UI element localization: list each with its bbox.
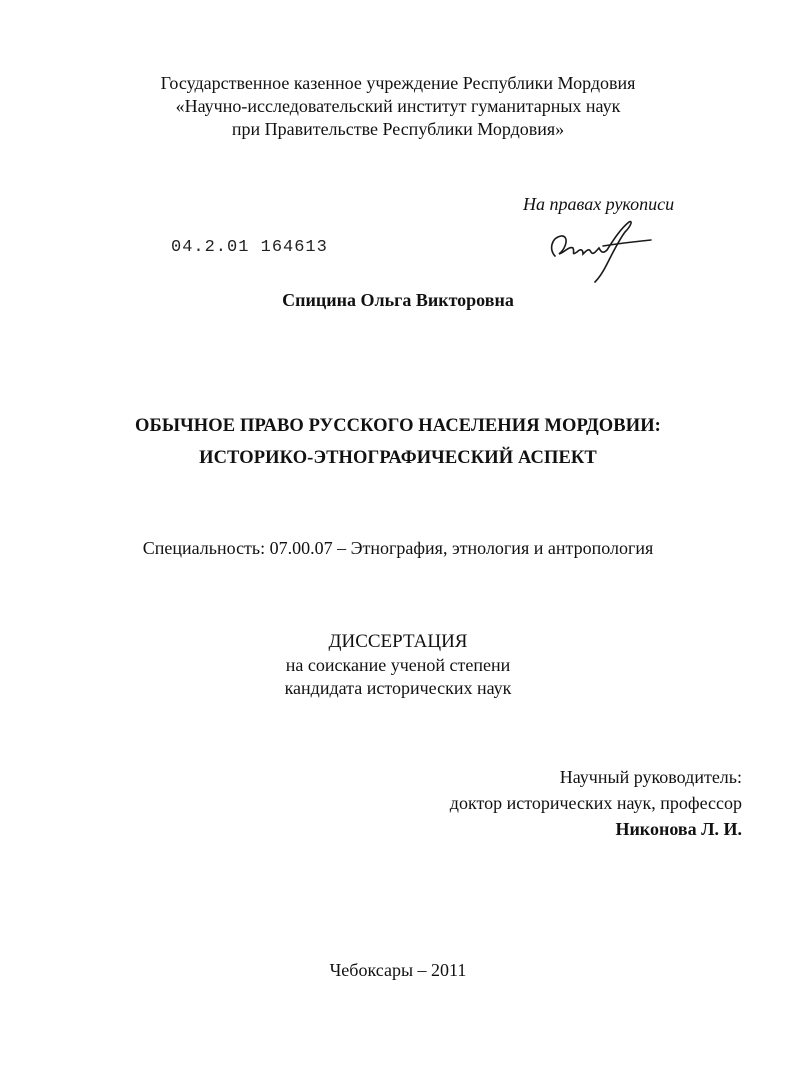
institution-line-3: при Правительстве Республики Мордовия» (231, 119, 565, 139)
author-signature (545, 212, 655, 284)
supervisor-degree: доктор исторических наук, профессор (449, 793, 742, 813)
dissertation-heading: ДИССЕРТАЦИЯ (328, 631, 468, 652)
registration-stamp-number: 04.2.01 164613 (171, 238, 328, 257)
dissertation-block (0, 630, 796, 700)
author-name: Спицина Ольга Викторовна (282, 290, 514, 310)
institution-line-1: Государственное казенное учреждение Республики Мордовия (160, 73, 636, 93)
title-line-2: ИСТОРИКО-ЭТНОГРАФИЧЕСКИЙ АСПЕКТ (199, 448, 597, 468)
city-year-footer: Чебоксары – 2011 (329, 960, 467, 980)
title-line-1: ОБЫЧНОЕ ПРАВО РУССКОГО НАСЕЛЕНИЯ МОРДОВИИ: (135, 416, 661, 436)
dissertation-title (0, 410, 796, 474)
dissertation-line-3: кандидата исторических наук (284, 678, 512, 698)
dissertation-line-2: на соискание ученой степени (285, 655, 511, 675)
specialty-line: Специальность: 07.00.07 – Этнография, этнология и антропология (142, 538, 654, 558)
supervisor-block (450, 764, 742, 842)
institution-line-2: «Научно-исследовательский институт гуманитарных наук (175, 96, 621, 116)
supervisor-label: Научный руководитель: (559, 767, 742, 787)
supervisor-name: Никонова Л. И. (615, 819, 742, 839)
institution-header (0, 72, 796, 141)
manuscript-rights-note: На правах рукописи (523, 194, 675, 214)
